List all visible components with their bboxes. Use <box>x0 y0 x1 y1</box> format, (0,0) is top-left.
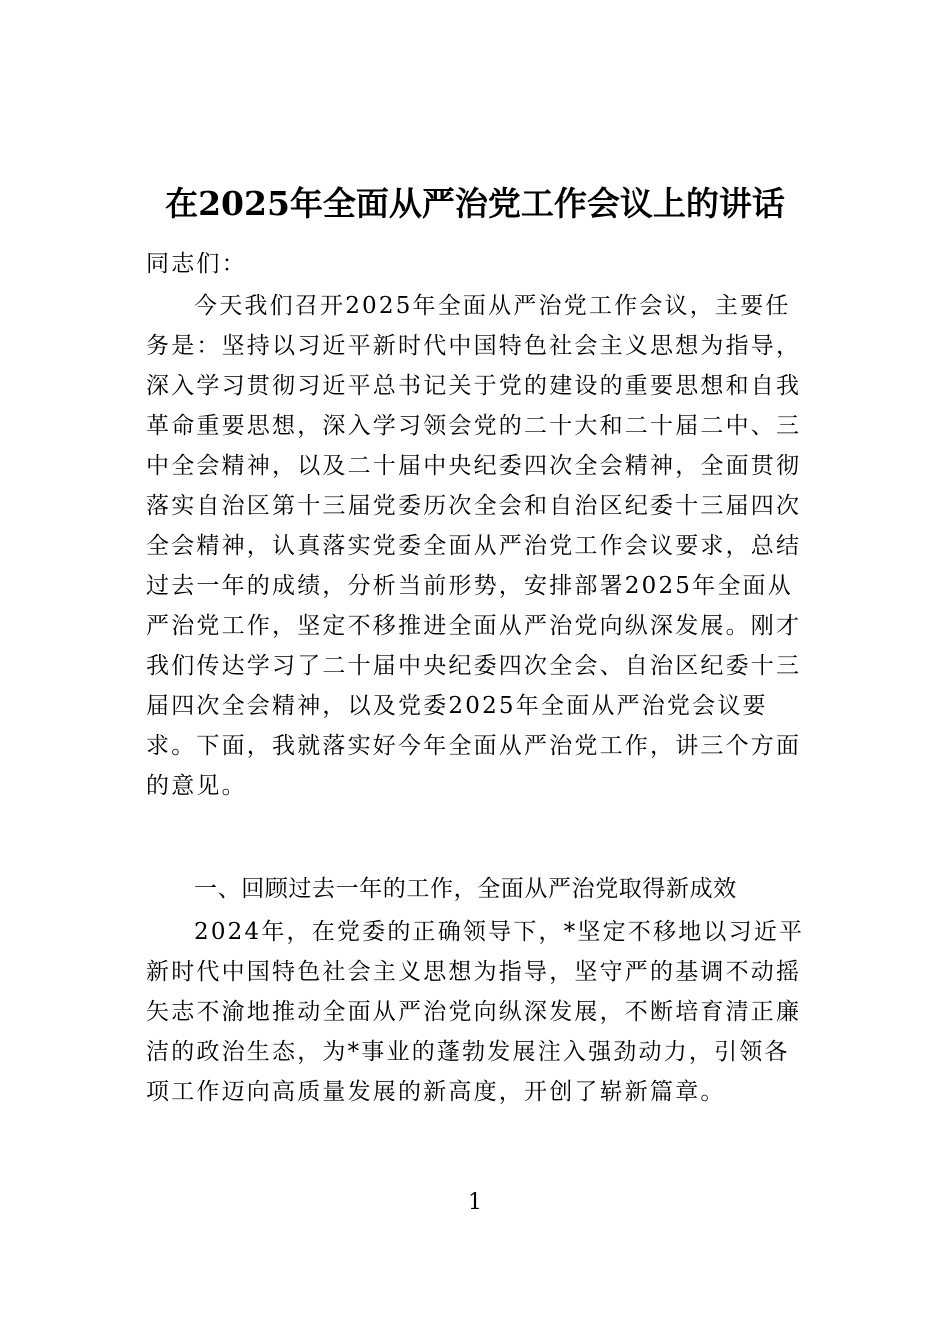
section-heading: 一、回顾过去一年的工作，全面从严治党取得新成效 <box>194 876 737 902</box>
paragraph-intro: 今天我们召开2025年全面从严治党工作会议，主要任务是：坚持以习近平新时代中国特色社会主义思想为指导，深入学习贯彻习近平总书记关于党的建设的重要思想和自我革命重要思想，深入学习领会党的二十大和二十届二中、三中全会精神，以及二十届中央纪委四次全会精神，全面贯彻落实自治区第十三届党委历次全会和自治区纪委十三届四次全会精神，认真落实党委全面从严治党工作会议要求，总结过去一年的成绩，分析当前形势，安排部署2025年全面从严治党工作，坚定不移推进全面从严治党向纵深发展。刚才我们传达学习了二十届中央纪委四次全会、自治区纪委十三届四次全会精神，以及党委2025年全面从严治党会议要求。下面，我就落实好今年全面从严治党工作，讲三个方面的意见。 <box>146 293 802 799</box>
document-title: 在2025年全面从严治党工作会议上的讲话 <box>165 184 785 223</box>
salutation: 同志们： <box>146 251 247 277</box>
paragraph-review: 2024年，在党委的正确领导下，*坚定不移地以习近平新时代中国特色社会主义思想为指导，坚守严的基调不动摇矢志不渝地推动全面从严治党向纵深发展，不断培育清正廉洁的政治生态，为*事业的蓬勃发展注入强劲动力，引领各项工作迈向高质量发展的新高度，开创了崭新篇章。 <box>146 919 805 1105</box>
page-number: 1 <box>468 1190 482 1215</box>
